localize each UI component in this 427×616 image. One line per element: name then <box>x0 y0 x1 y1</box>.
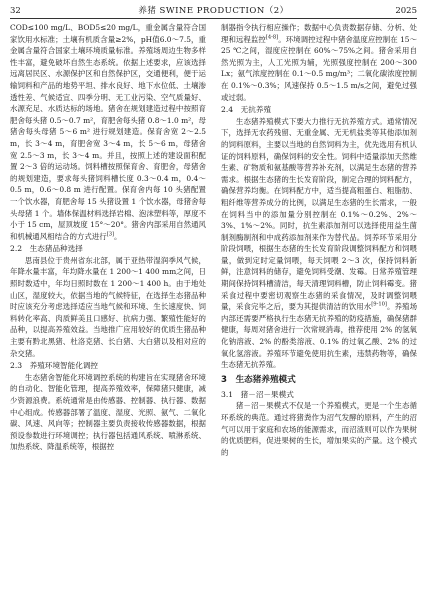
citation-ref: [9-10] <box>371 301 387 308</box>
paragraph-text: COD≤100 mg/L、BOD5≤20 mg/L，重金属含量符合国家饮用水标准；土壤有机质含量≥2%，pH值6.0～7.5，重金属含量符合国家土壤环境质量标准。养殖场周边生物多样性丰富，避免破坏自然生态系统。依据上述要求，应该选择远离居民区、水源保护区和自然保护区，交通便利，便于运输饲料和产品的地势平坦、排水良好、地下水位低、土壤渗透性差、气候适宜、四季分明、无工业污染、空气质量好、水源充足、水质达标的场地。猪舍在规划建造过程中按照育肥舍每头猪 0.5～0.7 m²，育肥舍每头猪 0.8～1.0 m²，母猪舍每头母猪 5～6 m² 进行规划建造。保育舍宽 2～2.5 m，长 3～4 m，育肥舍宽 3～4 m，长 5～6 m，母猪舍宽 2.5～3 m，长 3～4 m。并且，按照上述的建设面积配置 2～3 倍的运动场。饲料槽按照保育舍、育肥舍，母猪舍的规划建造，要求每头猪饲料槽长度 0.3～0.4 m，0.4～0.5 m，0.6～0.8 m 进行配置。保育舍内每 10 头猪配置一个饮水器，育肥舍每 15 头猪设置 1 个饮水器，母猪舍每头母猪 1 个。墙体保温材料选择岩棉、泡沫塑料等，厚度不小于 15 cm，屋顶坡度 15°～20°。猪舍内部采用自然通风和机械通风相结合的方式进行 <box>10 23 206 241</box>
body-paragraph <box>221 116 417 371</box>
body-paragraph: 猪－沼－果模式不仅是一个养殖模式，更是一个生态循环系统的典范。通过将猪粪作为沼气发酵的原料，产生的沼气可以用于家庭和农场的能源需求，而沼渣则可以作为果树的优质肥料，促进果树的生长，增加果实的产量。这个模式的 <box>221 401 417 457</box>
section-heading-3: 3 生态猪养殖模式 <box>221 374 296 385</box>
section-heading-2-4: 2.4 无抗养殖 <box>221 105 272 115</box>
citation-ref: [4-8] <box>265 34 279 41</box>
page-number: 32 <box>10 6 21 16</box>
journal-year: 2025 <box>395 6 417 16</box>
citation-ref: [3] <box>106 231 115 238</box>
body-paragraph: 生态猪舍智能化环境调控系统的构建旨在实现猪舍环境的自动化、智能化管理，提高养殖效率，保障猪只健康，减少资源浪费。系统通常是由传感器、控制器、执行器、数据中心组成。传感器部署了温度、湿度、光照、氨气、二氧化碳、风速、风向等；控制器主要负责接收传感器数据，根据预设参数进行环境调控；执行器包括通风系统、喷淋系统、加热系统、降温系统等，根据控 <box>10 372 206 452</box>
paragraph-text-end: 。环境调控过程中猪舍温度应控制在 15～25 ℃之间，湿度应控制在 60%～75%之间。猪舍采用自然光照为主，人工光照为辅，光照强度控制在 200～300 Lx；氨气浓度控制在 0.1～0.5 mg/m³；二氧化碳浓度控制在 0.1%～0.3%；风速保持 0.5～1.5 m/s之间，避免过强或过弱。 <box>221 34 418 102</box>
section-heading-2-2: 2.2 生态猪品种选择 <box>10 244 83 254</box>
journal-name: 养猪 SWINE PRODUCTION（2） <box>138 6 289 16</box>
paragraph-text-end: 。 <box>114 231 122 241</box>
body-paragraph: 思南县位于贵州省东北部，属于亚热带湿润季风气候，年降水量丰富，年均降水量在 1 200～1 400 mm之间，日照时数适中，年均日照时数在 1 200～1 400 h。由于地处山区，湿度较大，依据当地的气候特征，在选择生态猪品种时应该充分考虑选择适应当地气候和环境、生长速度快、饲料转化率高、肉质鲜美且口感好、抗病力强、繁殖性能好的品种，以提高养殖效益。当地推广应用较好的优质生猪品种主要有黔北黑猪、杜洛克猪、长白猪、大白猪以及相对应的杂交猪。 <box>10 255 206 358</box>
body-paragraph <box>221 22 417 103</box>
left-column <box>10 22 206 453</box>
paragraph-text-end: 。养殖场内部还需要严格执行生态猪无抗养殖的防疫措施，确保猪群健康，每周对猪舍进行一次常规消毒，推荐使用 2% 的氢氧化钠溶液、2% 的酚类溶液、0.1% 的过氧乙酸、2% 的过氧化氢溶液。养殖环节避免使用抗生素，违禁药物等，确保生态猪无抗养殖。 <box>221 302 418 370</box>
body-paragraph <box>10 22 206 242</box>
section-heading-2-3: 2.3 养殖环境智能化调控 <box>10 361 99 371</box>
section-heading-3-1: 3.1 猪－沼－果模式 <box>221 389 294 399</box>
running-head <box>10 4 417 19</box>
right-column <box>221 22 417 458</box>
paragraph-text: 制器指令执行相应操作；数据中心负责数据存储、分析、处理和远程监控 <box>221 23 417 44</box>
paragraph-text: 生态猪养殖模式下要大力推行无抗养殖方式。通常情况下，选择无农药残留、无重金属、无无机盐类等其他添加剂的饲料原料，主要以当地的自然饲料为主，优先选用有机认证的饲料原料，确保饲料的安全性。饲料中适量添加天然维生素、矿物质和氨基酸等营养补充剂，以满足生态猪的营养需求。根据生态猪的生长发育阶段，制定合理的饲料配方，确保营养均衡。在饲料配方中，适当提高粗蛋白、粗脂肪、粗纤维等营养成分的比例，以满足生态猪的生长需求，一般在饲料当中的添加量分别控制在 0.1%～0.2%、2%～3%、1%～2%。同时，抗生素添加剂可以选择使用益生菌制剂酶制剂和中成药添加剂来作为替代品。饲养环节采用分阶段饲喂，根据生态猪的生长发育阶段调整饲料配方和饲喂量，做到定时定量饲喂，每天饲喂 2～3 次，保持饲料新鲜，注意饲料的储存，避免饲料受潮、发霉。日常养殖管理期间保持饲料槽清洁，每天清理饲料槽，防止饲料霉变。猪采食过程中要密切观察生态猪的采食情况，及时调整饲喂量，采食完毕之后，要为其提供清洁的饮用水 <box>221 116 417 312</box>
